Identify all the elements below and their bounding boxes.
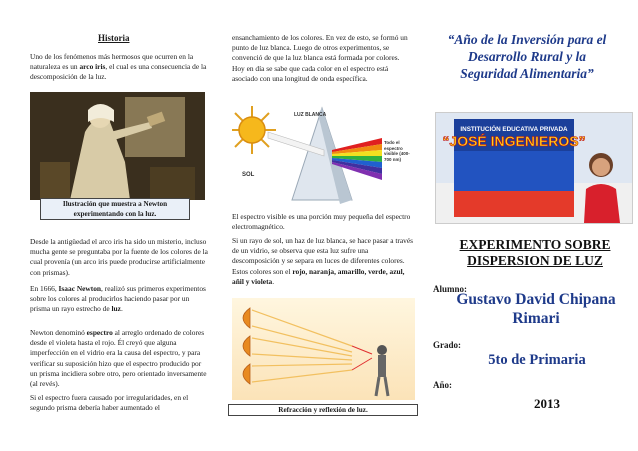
year-label: Año: [433, 380, 453, 390]
school-banner-line2: “JOSÉ INGENIEROS” [442, 133, 586, 149]
school-banner-line1: INSTITUCIÓN EDUCATIVA PRIVADA [460, 126, 568, 133]
sun-label: SOL [242, 172, 255, 178]
refraction-diagram [232, 298, 415, 400]
history-intro: Uno de los fenómenos más hermosos que ocurren en la naturaleza es un arco iris, el cual es una consecuencia de la descomposición de la luz. [30, 52, 207, 82]
history-paragraph-4: Si el espectro fuera causado por irregularidades, en el segundo prisma debería haber aumentado el [30, 393, 189, 413]
white-light-label: LUZ BLANCA [294, 112, 327, 118]
spectrum-paragraph-2: El espectro visible es una porción muy pequeña del espectro electromagnético. [232, 212, 411, 232]
year-motto: “Año de la Inversión para el Desarrollo Rural y la Seguridad Alimentaria” [447, 32, 607, 81]
spectrum-paragraph-3: Si un rayo de sol, un haz de luz blanca, se hace pasar a través de un vidrio, se observa que esta luz sufre una descomposición y se separa en luces de diferentes colores. Estos colores son el rojo, naranja, amarillo, verde, azul, añil y violeta. [232, 236, 413, 286]
spectrum-paragraph-1: ensanchamiento de los colores. En vez de esto, se formó un punto de luz blanca. Luego de otros experimentos, se convenció de que la luz blanca está formada por colores. Hoy en día se sabe que cada color en el espectro está asociado con una longitud de onda específica. [232, 33, 408, 83]
history-paragraph-2: En 1666, Isaac Newton, realizó sus primeros experimentos sobre los colores al producirlos haciendo pasar por un prisma un rayo estrecho de luz. [30, 284, 206, 314]
newton-illustration [30, 92, 205, 200]
refraction-caption: Refracción y reflexión de luz. [228, 404, 418, 416]
history-paragraph-1: Desde la antigüedad el arco iris ha sido un misterio, incluso mucha gente se preguntaba por la fuente de los colores de la cual provenía (un arco iris puede producirse artificialmente con prismas). [30, 237, 208, 277]
grade-value: 5to de Primaria [488, 352, 586, 368]
student-label: Alumno: [433, 284, 468, 294]
sun-icon [232, 106, 276, 154]
history-heading: Historia [98, 33, 130, 43]
spectrum-label: Todo el espectro visible (400-700 nm) [384, 140, 410, 162]
newton-caption: Ilustración que muestra a Newton experimentando con la luz. [40, 198, 190, 220]
school-photo [435, 112, 633, 224]
student-name: Gustavo David Chipana Rimari [456, 291, 616, 327]
year-value: 2013 [534, 396, 560, 411]
history-paragraph-3: Newton denominó espectro al arreglo ordenado de colores desde el violeta hasta el rojo. Él creyó que alguna imperfección en el vidrio era la causa del espectro, y para verificar su suposición hizo que el espectro producido por un prisma incidiera sobre otro, pero orientado inversamente (al revés). [30, 328, 207, 389]
prism-diagram [232, 100, 414, 210]
grade-label: Grado: [433, 340, 461, 350]
experiment-title: EXPERIMENTO SOBRE DISPERSION DE LUZ [459, 237, 611, 268]
